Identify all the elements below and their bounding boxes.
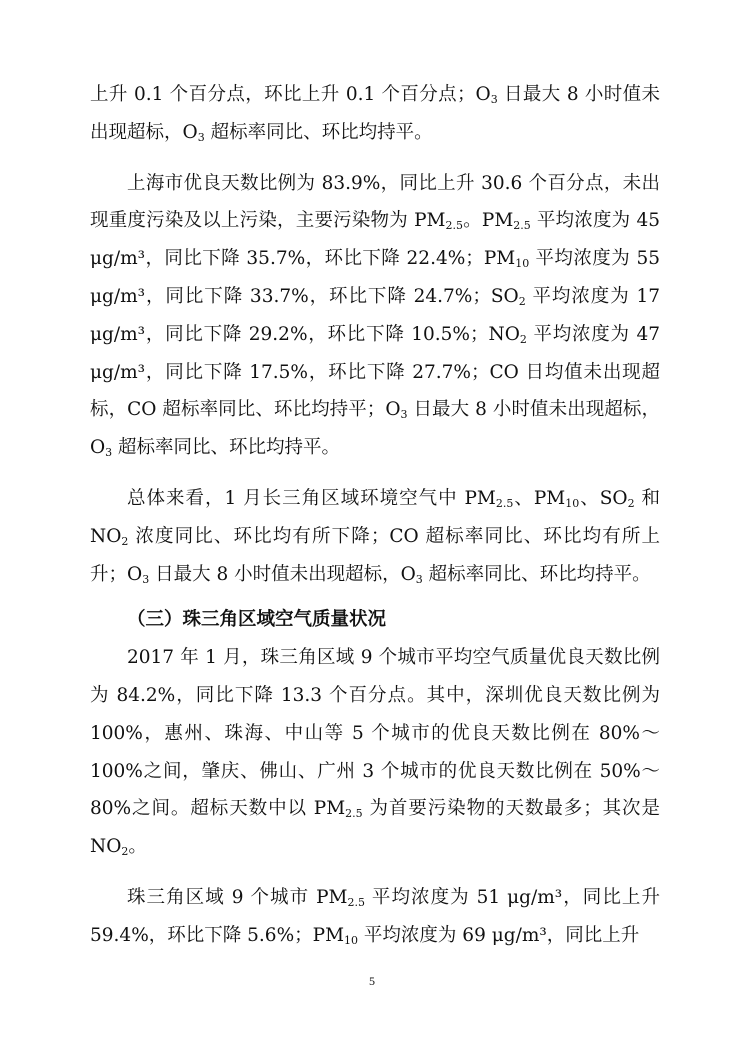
document-page [90, 76, 660, 955]
paragraph-3: 总体来看，1 月长三角区域环境空气中 $PM_{2.5}$、$PM_{10}$、$SO_2$ 和 $NO_2$ 浓度同比、环比均有所下降；CO 超标率同比、环比均有所上升；$O_3$ 日最大 8 小时值未出现超标，$O_3$ 超标率同比、环比均持平。 [90, 487, 660, 586]
page-number: 5 [369, 974, 375, 988]
paragraph-4: 2017 年 1 月，珠三角区域 9 个城市平均空气质量优良天数比例为 84.2%，同比下降 13.3 个百分点。其中，深圳优良天数比例为 100%，惠州、珠海、中山等 5 个城市的优良天数比例在 80%～100%之间，肇庆、佛山、广州 3 个城市的优良天数比例在 50%～80%之间。超标天数中以 $PM_{2.5}$ 为首要污染物的天数最多；其次是 $NO_2$。 [90, 647, 660, 859]
paragraph-2: 上海市优良天数比例为 83.9%，同比上升 30.6 个百分点，未出现重度污染及以上污染，主要污染物为 $PM_{2.5}$。$PM_{2.5}$ 平均浓度为 45 μg/m³，同比下降 35.7%，环比下降 22.4%；$PM_{10}$ 平均浓度为 55 μg/m³，同比下降 33.7%，环比下降 24.7%；$SO_2$ 平均浓度为 17 μg/m³，同比下降 29.2%，环比下降 10.5%；$NO_2$ 平均浓度为 47 μg/m³，同比下降 17.5%，环比下降 27.7%；CO 日均值未出现超标，CO 超标率同比、环比均持平；$O_3$ 日最大 8 小时值未出现超标，$O_3$ 超标率同比、环比均持平。 [90, 172, 660, 460]
section-heading: （三）珠三角区域空气质量状况 [127, 609, 387, 631]
paragraph-1: 上升 0.1 个百分点，环比上升 0.1 个百分点；$O_3$ 日最大 8 小时值未出现超标，$O_3$ 超标率同比、环比均持平。 [90, 84, 660, 144]
paragraph-5: 珠三角区域 9 个城市 $PM_{2.5}$ 平均浓度为 51 μg/m³，同比上升 59.4%，环比下降 5.6%；$PM_{10}$ 平均浓度为 69 μg/m³，同比上升 [90, 886, 660, 947]
